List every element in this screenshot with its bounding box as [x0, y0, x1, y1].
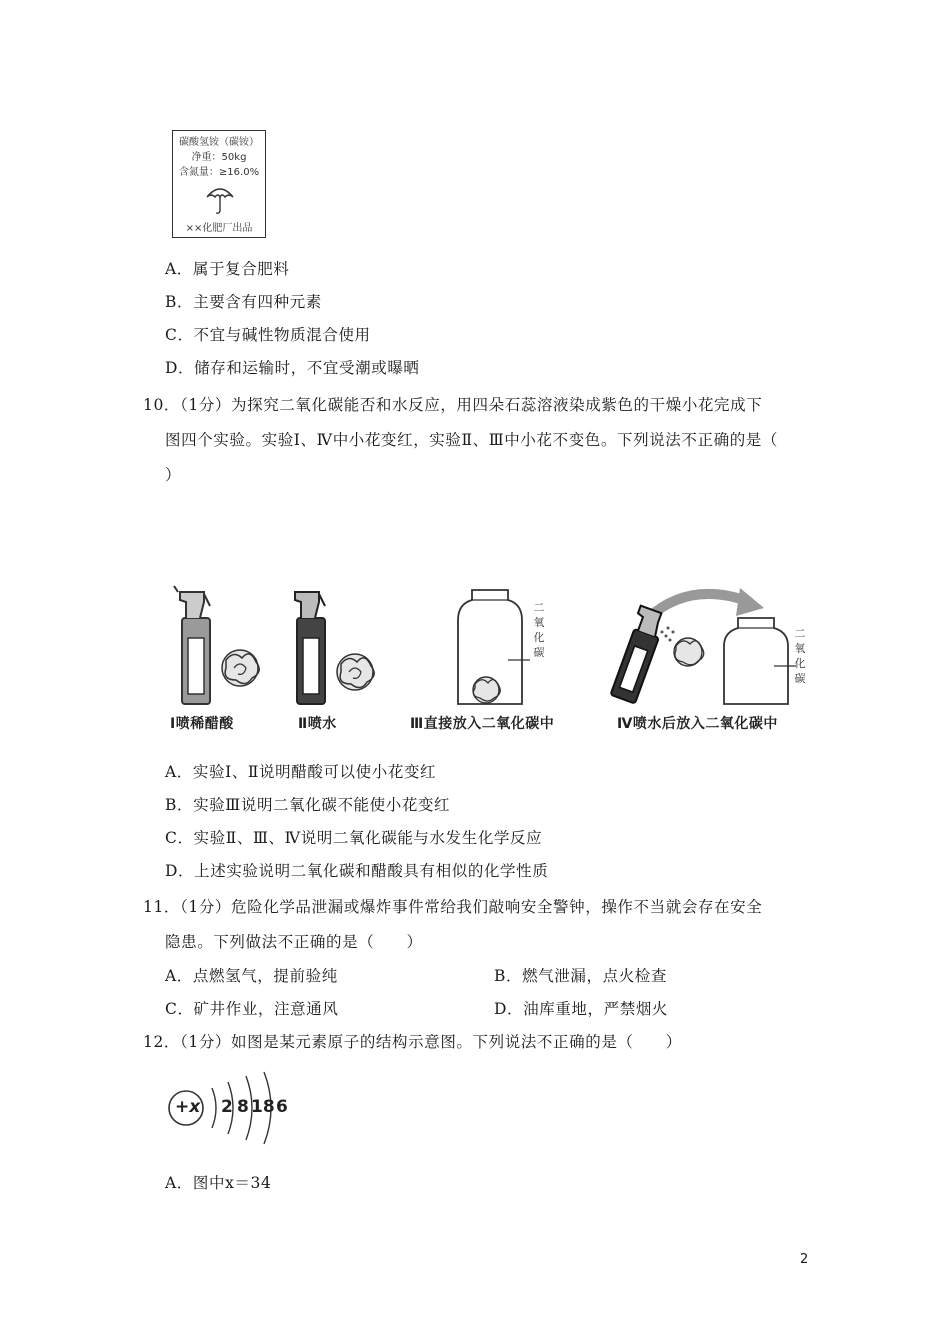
gas-jar-4-icon [724, 618, 796, 704]
q10-option-c: C．实验Ⅱ、Ⅲ、Ⅳ说明二氧化碳能与水发生化学反应 [165, 829, 543, 847]
q10-caption-3: Ⅲ直接放入二氧化碳中 [410, 716, 555, 732]
q10-caption-4: Ⅳ喷水后放入二氧化碳中 [617, 716, 778, 732]
flower-2-icon [337, 654, 374, 690]
shell-4-electrons: 6 [276, 1097, 288, 1117]
q10-caption-2: Ⅱ喷水 [298, 716, 337, 732]
q9-option-d: D．储存和运输时，不宜受潮或曝晒 [165, 359, 420, 377]
q10-option-b: B．实验Ⅲ说明二氧化碳不能使小花变红 [165, 796, 451, 814]
spray-mist-icon [661, 627, 675, 642]
fertilizer-name: 碳酸氢铵（碳铵） [179, 137, 259, 148]
flower-3-icon [473, 677, 500, 703]
gas-char: 二 [533, 601, 545, 614]
q11-option-b: B．燃气泄漏，点火检查 [494, 967, 667, 985]
q10-option-a: A．实验Ⅰ、Ⅱ说明醋酸可以使小花变红 [165, 763, 437, 781]
gas-char: 碳 [533, 646, 545, 659]
fertilizer-nitrogen: 含氮量：≥16.0% [178, 167, 260, 178]
shell-3-electrons: 18 [251, 1097, 275, 1117]
flower-1-icon [222, 650, 259, 686]
gas-char: 氧 [533, 616, 545, 629]
flower-4-icon [674, 638, 704, 666]
umbrella-icon [205, 183, 235, 215]
q9-option-a: A．属于复合肥料 [165, 260, 290, 278]
shell-1-electrons: 2 [221, 1097, 233, 1117]
q10-stem-line2: 图四个实验。实验Ⅰ、Ⅳ中小花变红，实验Ⅱ、Ⅲ中小花不变色。下列说法不正确的是（ [165, 431, 778, 449]
q9-option-b: B．主要含有四种元素 [165, 293, 322, 311]
q10-option-d: D．上述实验说明二氧化碳和醋酸具有相似的化学性质 [165, 862, 549, 880]
q12-stem: 12．（1分）如图是某元素原子的结构示意图。下列说法不正确的是（ ） [143, 1033, 682, 1051]
q10-stem-line3: ） [165, 466, 182, 484]
jar-4-gas-label [793, 626, 807, 686]
q11-option-d: D．油库重地，严禁烟火 [494, 1000, 669, 1018]
fertilizer-label [172, 130, 266, 238]
spray-bottle-1-icon [174, 586, 210, 704]
q12-option-a: A．图中x＝34 [165, 1174, 272, 1192]
gas-char: 化 [533, 631, 545, 644]
fertilizer-net-weight: 净重：50kg [191, 152, 247, 163]
curved-arrow-icon [648, 588, 764, 618]
q11-stem-line2: 隐患。下列做法不正确的是（ ） [165, 933, 423, 951]
q11-option-c: C．矿井作业，注意通风 [165, 1000, 339, 1018]
gas-char: 碳 [794, 672, 806, 685]
fertilizer-producer: ××化肥厂出品 [185, 223, 253, 234]
jar-3-gas-label [532, 600, 546, 660]
q10-stem-line1: 10．（1分）为探究二氧化碳能否和水反应，用四朵石蕊溶液染成紫色的干燥小花完成下 [143, 396, 763, 414]
shell-2-electrons: 8 [237, 1097, 249, 1117]
spray-bottle-2-icon [295, 592, 325, 704]
q11-option-a: A．点燃氢气，提前验纯 [165, 967, 338, 985]
q11-stem-line1: 11．（1分）危险化学品泄漏或爆炸事件常给我们敲响安全警钟，操作不当就会存在安全 [143, 898, 763, 916]
page-number: 2 [800, 1252, 809, 1267]
gas-char: 化 [794, 657, 806, 670]
gas-char: 氧 [794, 642, 806, 655]
spray-bottle-4-icon [609, 606, 667, 704]
q10-caption-1: Ⅰ喷稀醋酸 [170, 716, 234, 732]
gas-char: 二 [794, 627, 806, 640]
atom-nucleus: +x [175, 1097, 201, 1117]
q10-experiment-figure [160, 580, 820, 710]
q9-option-c: C．不宜与碱性物质混合使用 [165, 326, 371, 344]
